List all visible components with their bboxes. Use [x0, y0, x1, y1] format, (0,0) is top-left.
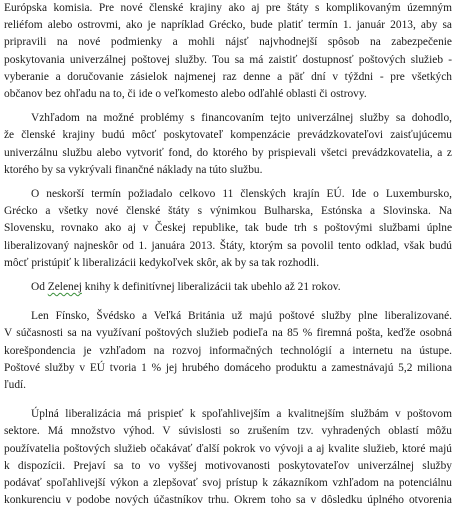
- text-line: občanov bez ohľadu na to, či ide o veľkomesto alebo odľahlé oblasti či ostrovy.: [4, 88, 367, 101]
- paragraph: [4, 308, 452, 394]
- text-line: O neskorší termín požiadalo celkovo 11 členských krajín EÚ. Ide o Luxembursko,: [31, 188, 452, 201]
- text-line: Grécko a všetky nové členské štáty s výnimkou Bulharska, Estónska a Slovinska. Na: [4, 205, 452, 218]
- paragraph: [4, 110, 452, 179]
- text-line: Vzhľadom na možné problémy s financovaním tejto univerzálnej služby sa dohodlo,: [31, 112, 452, 125]
- text-line: k dispozícii. Prejaví sa to vo vyššej motivovanosti poskytovateľov univerzálnej služby: [4, 459, 452, 472]
- text-line: Slovensku, rovnako ako aj v Českej republike, tak bude trh s poštovými službami úplne: [4, 222, 452, 235]
- spellcheck-flagged-word[interactable]: Zelenej: [47, 281, 82, 294]
- text-line: používatelia poštových služieb očakávať ďalší pokrok vo vývoji a aj kvalite služieb, ktoré majú: [4, 442, 452, 455]
- text-line: ktorého by sa vykrývali finančné náklady na túto službu.: [4, 163, 263, 176]
- text-line: [4, 279, 452, 296]
- paragraph: [4, 186, 452, 272]
- text-line: korešpondencia je vzhľadom na rozvoj informačných technológií a internetu na ústupe.: [4, 344, 452, 357]
- text-line: Len Fínsko, Švédsko a Veľká Británia už majú poštové služby plne liberalizované.: [31, 310, 452, 323]
- text-line: vyberanie a doručovanie zásielok najmenej raz denne a päť dní v týždni - pre všetkých: [4, 70, 452, 83]
- paragraph: [4, 279, 452, 296]
- text-line: pripravili na nové podmienky a mohli nájsť najvhodnejší spôsob na zabezpečenie: [4, 36, 452, 49]
- text-line: Poštové služby v EÚ tvoria 1 % jej hrubého domáceho produktu a zamestnávajú 5,2 miliona: [4, 361, 452, 374]
- text-line: konkurenciu v podobe nových účastníkov trhu. Okrem toho sa v dôsledku úplného otvorenia: [4, 494, 452, 507]
- paragraph: [4, 0, 452, 103]
- text-segment: knihy k definitívnej liberalizácii tak ubehlo až 21 rokov.: [81, 281, 341, 294]
- text-line: univerzálnu službu alebo vytvoriť fond, do ktorého by prispievali všetci prevádzkovatelia, a z: [4, 146, 452, 159]
- text-segment: Od: [31, 281, 48, 294]
- text-line: V súčasnosti sa na využívaní poštových služieb podieľa na 85 % firemná pošta, keďže osobná: [4, 327, 452, 340]
- text-line: liberalizovaný najneskôr od 1. januára 2013. Štáty, ktorým sa povolil tento odklad, však budú: [4, 239, 452, 252]
- paragraph: [4, 406, 452, 509]
- document-body: [4, 0, 452, 509]
- text-line: Úplná liberalizácia má prispieť k spoľahlivejším a kvalitnejším službám v poštovom: [31, 408, 452, 421]
- text-line: sektore. Má množstvo výhod. V súvislosti so zrušením tzv. vyhradených oblastí môžu: [4, 425, 452, 438]
- text-line: ľudí.: [4, 379, 27, 392]
- text-line: že členské krajiny budú môcť poskytovateľ kompenzácie prevádzkovateľovi zaisťujúcemu: [4, 129, 452, 142]
- text-line: reliéfom alebo ostrovmi, ako je napríklad Grécko, bude platiť termín 1. január 2013, aby sa: [4, 19, 452, 32]
- text-line: podávať spoľahlivejší výkon a zlepšovať svoj prístup k zákazníkom vzhľadom na potenciálnu: [4, 477, 452, 490]
- text-line: poskytovania univerzálnej poštovej služby. Tou sa má zaistiť dostupnosť poštových služieb -: [4, 53, 452, 66]
- text-line: môcť pristúpiť k liberalizácii kedykoľvek skôr, ak by sa tak rozhodli.: [4, 256, 320, 269]
- text-line: Európska komisia. Pre nové členské krajiny ako aj pre štáty s komplikovaným územným: [4, 2, 452, 14]
